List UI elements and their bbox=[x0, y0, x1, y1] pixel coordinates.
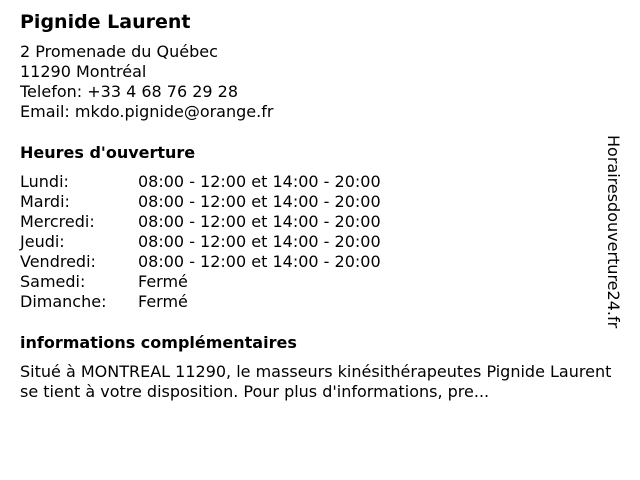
hours-heading: Heures d'ouverture bbox=[20, 143, 196, 162]
contact-block bbox=[20, 42, 610, 122]
hours-time: 08:00 - 12:00 et 14:00 - 20:00 bbox=[138, 252, 381, 271]
address-street: 2 Promenade du Québec bbox=[20, 42, 218, 61]
hours-day: Lundi: bbox=[20, 172, 69, 191]
hours-time: 08:00 - 12:00 et 14:00 - 20:00 bbox=[138, 172, 381, 191]
hours-row bbox=[20, 232, 381, 252]
hours-row bbox=[20, 272, 381, 292]
hours-time: 08:00 - 12:00 et 14:00 - 20:00 bbox=[138, 192, 381, 211]
hours-day: Samedi: bbox=[20, 272, 86, 291]
email-address: Email: mkdo.pignide@orange.fr bbox=[20, 102, 274, 121]
hours-time: Fermé bbox=[138, 292, 188, 311]
business-card bbox=[20, 10, 610, 402]
hours-day: Mercredi: bbox=[20, 212, 95, 231]
hours-day: Mardi: bbox=[20, 192, 70, 211]
hours-table bbox=[20, 172, 381, 312]
hours-row bbox=[20, 192, 381, 212]
hours-day: Vendredi: bbox=[20, 252, 96, 271]
hours-row bbox=[20, 252, 381, 272]
hours-time: 08:00 - 12:00 et 14:00 - 20:00 bbox=[138, 212, 381, 231]
info-description: Situé à MONTREAL 11290, le masseurs kinésithérapeutes Pignide Laurent se tient à votre disposition. Pour plus d'informations, pre... bbox=[20, 362, 612, 401]
business-name: Pignide Laurent bbox=[20, 11, 191, 33]
site-watermark: Horairesdouverture24.fr bbox=[604, 135, 623, 329]
hours-day: Dimanche: bbox=[20, 292, 107, 311]
phone-number: Telefon: +33 4 68 76 29 28 bbox=[20, 82, 239, 101]
hours-day: Jeudi: bbox=[20, 232, 65, 251]
hours-time: 08:00 - 12:00 et 14:00 - 20:00 bbox=[138, 232, 381, 251]
hours-row bbox=[20, 212, 381, 232]
info-heading: informations complémentaires bbox=[20, 333, 297, 352]
hours-row bbox=[20, 172, 381, 192]
hours-row bbox=[20, 292, 381, 312]
hours-time: Fermé bbox=[138, 272, 188, 291]
address-city: 11290 Montréal bbox=[20, 62, 147, 81]
